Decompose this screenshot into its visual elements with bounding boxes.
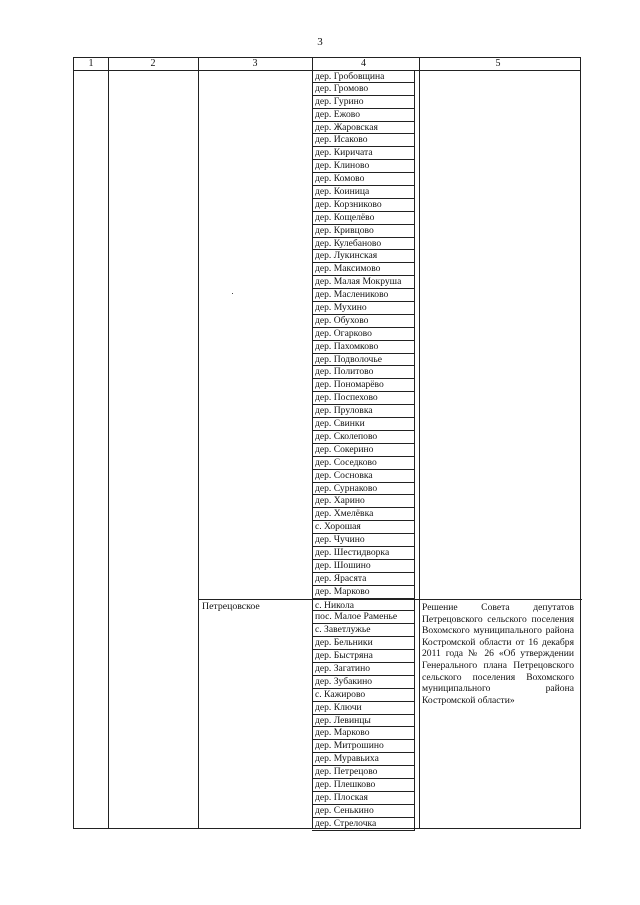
village-cell: дер. Пономарёво	[312, 379, 415, 392]
village-cell: дер. Быстряна	[312, 650, 415, 663]
village-cell: дер. Петрецово	[312, 766, 415, 779]
header-col-5: 5	[415, 58, 581, 71]
village-cell: дер. Стрелочка	[312, 818, 415, 831]
header-col-3: 3	[198, 58, 312, 71]
village-cell: пос. Малое Раменье	[312, 611, 415, 624]
header-col-4: 4	[312, 58, 415, 71]
village-cell: дер. Ключи	[312, 702, 415, 715]
village-cell: дер. Гурино	[312, 96, 415, 109]
village-cell: дер. Зубакино	[312, 676, 415, 689]
village-cell: дер. Сосновка	[312, 470, 415, 483]
header-col-2: 2	[108, 58, 198, 71]
village-cell: дер. Шестидворка	[312, 547, 415, 560]
village-cell: дер. Митрошино	[312, 740, 415, 753]
village-cell: дер. Сурнаково	[312, 483, 415, 496]
village-cell: дер. Политово	[312, 366, 415, 379]
village-cell: дер. Киричата	[312, 147, 415, 160]
village-cell: дер. Соседково	[312, 457, 415, 470]
village-cell: дер. Пруловка	[312, 405, 415, 418]
village-cell: дер. Исаково	[312, 134, 415, 147]
village-cell: дер. Сенькино	[312, 805, 415, 818]
village-cell: дер. Кощелёво	[312, 212, 415, 225]
header-col-1: 1	[74, 58, 108, 71]
village-cell: дер. Обухово	[312, 315, 415, 328]
village-cell: дер. Мухино	[312, 302, 415, 315]
village-cell: с. Заветлужье	[312, 624, 415, 637]
village-cell: дер. Сколепово	[312, 431, 415, 444]
settlement-row-separator	[198, 599, 582, 600]
village-cell: дер. Комово	[312, 173, 415, 186]
village-cell: дер. Лукинская	[312, 250, 415, 263]
village-cell: с. Кажирово	[312, 689, 415, 702]
village-cell: дер. Хмелёвка	[312, 508, 415, 521]
village-cell: дер. Кривцово	[312, 225, 415, 238]
village-cell: дер. Корзниково	[312, 199, 415, 212]
village-cell: дер. Гробовщина	[312, 70, 415, 83]
village-cell: дер. Бельники	[312, 637, 415, 650]
village-cell: дер. Подволочье	[312, 354, 415, 367]
village-cell: дер. Муравьиха	[312, 753, 415, 766]
village-cell: дер. Жаровская	[312, 122, 415, 135]
village-cell: дер. Малая Мокруша	[312, 276, 415, 289]
col-divider-2	[198, 58, 199, 828]
settlement-name: Петрецовское	[202, 601, 260, 612]
village-cell: дер. Левинцы	[312, 715, 415, 728]
village-cell: дер. Ежово	[312, 109, 415, 122]
village-cell: дер. Максимово	[312, 263, 415, 276]
settlements-table	[73, 57, 581, 829]
village-cell: дер. Свинки	[312, 418, 415, 431]
col-divider-1	[108, 58, 109, 828]
village-cell: дер. Сокерино	[312, 444, 415, 457]
village-list	[312, 70, 415, 831]
village-cell: с. Никола	[312, 599, 415, 612]
col-divider-4	[419, 58, 420, 828]
village-cell: дер. Огарково	[312, 328, 415, 341]
village-cell: дер. Плешково	[312, 779, 415, 792]
decision-text: Решение Совета депутатов Петрецовского сельского поселения Вохомского муниципального района Костромской области от 16 декабря 2011 года № 26 «Об утверждении Генерального плана Петрецовского сельского поселения Вохомского муниципального района Костромской области»	[422, 602, 574, 706]
village-cell: дер. Клиново	[312, 160, 415, 173]
village-cell: дер. Ярасята	[312, 573, 415, 586]
village-cell: дер. Харино	[312, 495, 415, 508]
village-cell: дер. Марково	[312, 586, 415, 599]
village-cell: дер. Чучино	[312, 534, 415, 547]
village-cell: дер. Марково	[312, 727, 415, 740]
village-cell: дер. Пахомково	[312, 341, 415, 354]
village-cell: дер. Кулебаново	[312, 238, 415, 251]
village-cell: дер. Маслениково	[312, 289, 415, 302]
village-cell: дер. Шошино	[312, 560, 415, 573]
village-cell: дер. Загатино	[312, 663, 415, 676]
village-cell: дер. Поспехово	[312, 392, 415, 405]
village-cell: дер. Плоская	[312, 792, 415, 805]
page-number: 3	[317, 36, 323, 48]
scan-speck	[232, 293, 233, 294]
village-cell: дер. Громово	[312, 83, 415, 96]
village-cell: дер. Коиница	[312, 186, 415, 199]
village-cell: с. Хорошая	[312, 521, 415, 534]
